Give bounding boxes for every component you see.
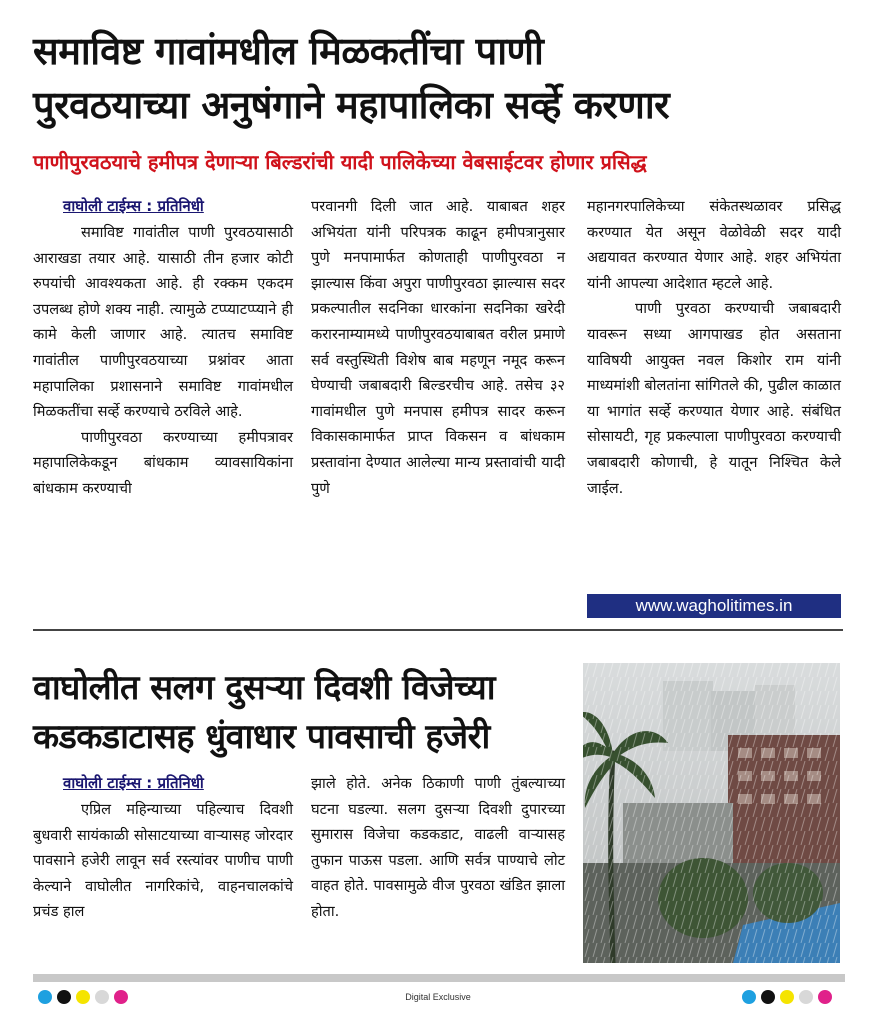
article2-headline-line2: कडकडाटासह धुंवाधार पावसाची हजेरी — [33, 717, 490, 757]
article-divider — [33, 629, 843, 631]
footer-label: Digital Exclusive — [405, 992, 471, 1002]
article1-byline: वाघोली टाईम्स : प्रतिनिधी — [63, 197, 204, 215]
article1-column3 — [587, 194, 841, 501]
article2-headline-line1: वाघोलीत सलग दुसऱ्या दिवशी विजेच्या — [33, 668, 496, 708]
article2-column1 — [33, 797, 293, 925]
article2-col2-paragraph: झाले होते. अनेक ठिकाणी पाणी तुंबल्याच्या घटना घडल्या. सलग दुसऱ्या दिवशी दुपारच्या सुमारास विजेचा कडकडाट, वाढली वाऱ्यासह तुफान पाऊस पडला. आणि सर्वत्र पाण्याचे लोट वाहत होते. पावसामुळे वीज पुरवठा खंडित झाला होता. — [311, 775, 565, 920]
article1-headline-line2: पुरवठयाच्या अनुषंगाने महापालिका सर्व्हे करणार — [33, 83, 670, 127]
cyan-dot — [742, 990, 756, 1004]
article1-col3-paragraph2: पाणी पुरवठा करण्याची जबाबदारी यावरून सध्या आगपाखड होत असताना याविषयी आयुक्त नवल किशोर राम यांनी माध्यमांशी बोलतांना सांगितले की, पुढील काळात या भागांत सर्व्हे करण्यात येणार आहे. संबंधित सोसायटी, गृह प्रकल्पाला पाणीपुरवठा करण्याची जबाबदारी कोणाची, हे यातून निश्चित केले जाईल. — [587, 300, 841, 497]
bottom-bar — [33, 974, 845, 982]
article1-column1 — [33, 220, 293, 502]
article1-subheadline: पाणीपुरवठयाचे हमीपत्र देणाऱ्या बिल्डरांची यादी पालिकेच्या वेबसाईटवर होणार प्रसिद्ध — [33, 150, 647, 174]
article1-headline-line1: समाविष्ट गावांमधील मिळकतींचा पाणी — [33, 29, 544, 73]
article1-col2-paragraph: परवानगी दिली जात आहे. याबाबत शहर अभियंता यांनी परिपत्रक काढून हमीपत्रानुसार पुणे मनपामार्फत कोणताही पाणीपुरवठा न झाल्यास किंवा अपुरा पाणीपुरवठा झाल्यास सदर प्रकल्पातील सदनिका धारकांना सदनिका खरेदी करारनाम्यामध्ये पाणीपुरवठयाबाबत वरील प्रमाणे सर्व वस्तुस्थिती विशेष बाब महणून नमूद करून घेण्याची जबाबदारी बिल्डरचीच आहे. तसेच ३२ गावांमधील पुणे मनपास हमीपत्र सादर करून विकासकामार्फत प्राप्त विकसन व बांधकाम प्रस्तावांना देण्यात आलेल्या मान्य प्रस्तावांची यादी पुणे — [311, 198, 565, 497]
article2-col1-paragraph: एप्रिल महिन्याच्या पहिल्याच दिवशी बुधवारी सायंकाळी सोसाटयाच्या वाऱ्यासह जोरदार पावसाने हजेरी लावून सर्व रस्त्यांवर पाणीच पाणी केल्याने वाघोलीत नागरिकांचे, वाहनचालकांचे प्रचंड हाल — [33, 801, 293, 921]
magenta-dot — [818, 990, 832, 1004]
article1-col1-paragraph1: समाविष्ट गावांतील पाणी पुरवठयासाठी आराखडा तयार आहे. यासाठी तीन हजार कोटी रुपयांची आवश्यकता आहे. ही रक्कम एकदम उपलब्ध होणे शक्य नाही. त्यामुळे टप्प्याटप्प्याने ही कामे केली जाणार आहे. त्यातच समाविष्ट गावांतील पाणीपुरवठयाच्या प्रश्नांवर आता महापालिका प्रशासनाने समाविष्ट गावांमधील मिळकतींचा सर्व्हे करण्याचे ठरविले आहे. — [33, 224, 293, 421]
yellow-dot — [780, 990, 794, 1004]
article2-byline: वाघोली टाईम्स : प्रतिनिधी — [63, 774, 204, 792]
website-link[interactable]: www.wagholitimes.in — [587, 594, 841, 618]
registration-dots-right — [742, 990, 832, 1004]
gray-dot — [799, 990, 813, 1004]
article1-col1-paragraph2: पाणीपुरवठा करण्याच्या हमीपत्रावर महापालिकेकडून बांधकाम व्यावसायिकांना बांधकाम करण्याची — [33, 428, 293, 497]
rain-photo — [583, 663, 840, 963]
black-dot — [761, 990, 775, 1004]
article1-col3-paragraph1: महानगरपालिकेच्या संकेतस्थळावर प्रसिद्ध करण्यात येत असून वेळोवेळी सदर यादी अद्ययावत करण्यात येणार आहे. शहर अभियंता यांनी आपल्या आदेशात म्हटले आहे. — [587, 198, 841, 292]
article2-column2 — [311, 771, 565, 925]
article1-column2 — [311, 194, 565, 501]
